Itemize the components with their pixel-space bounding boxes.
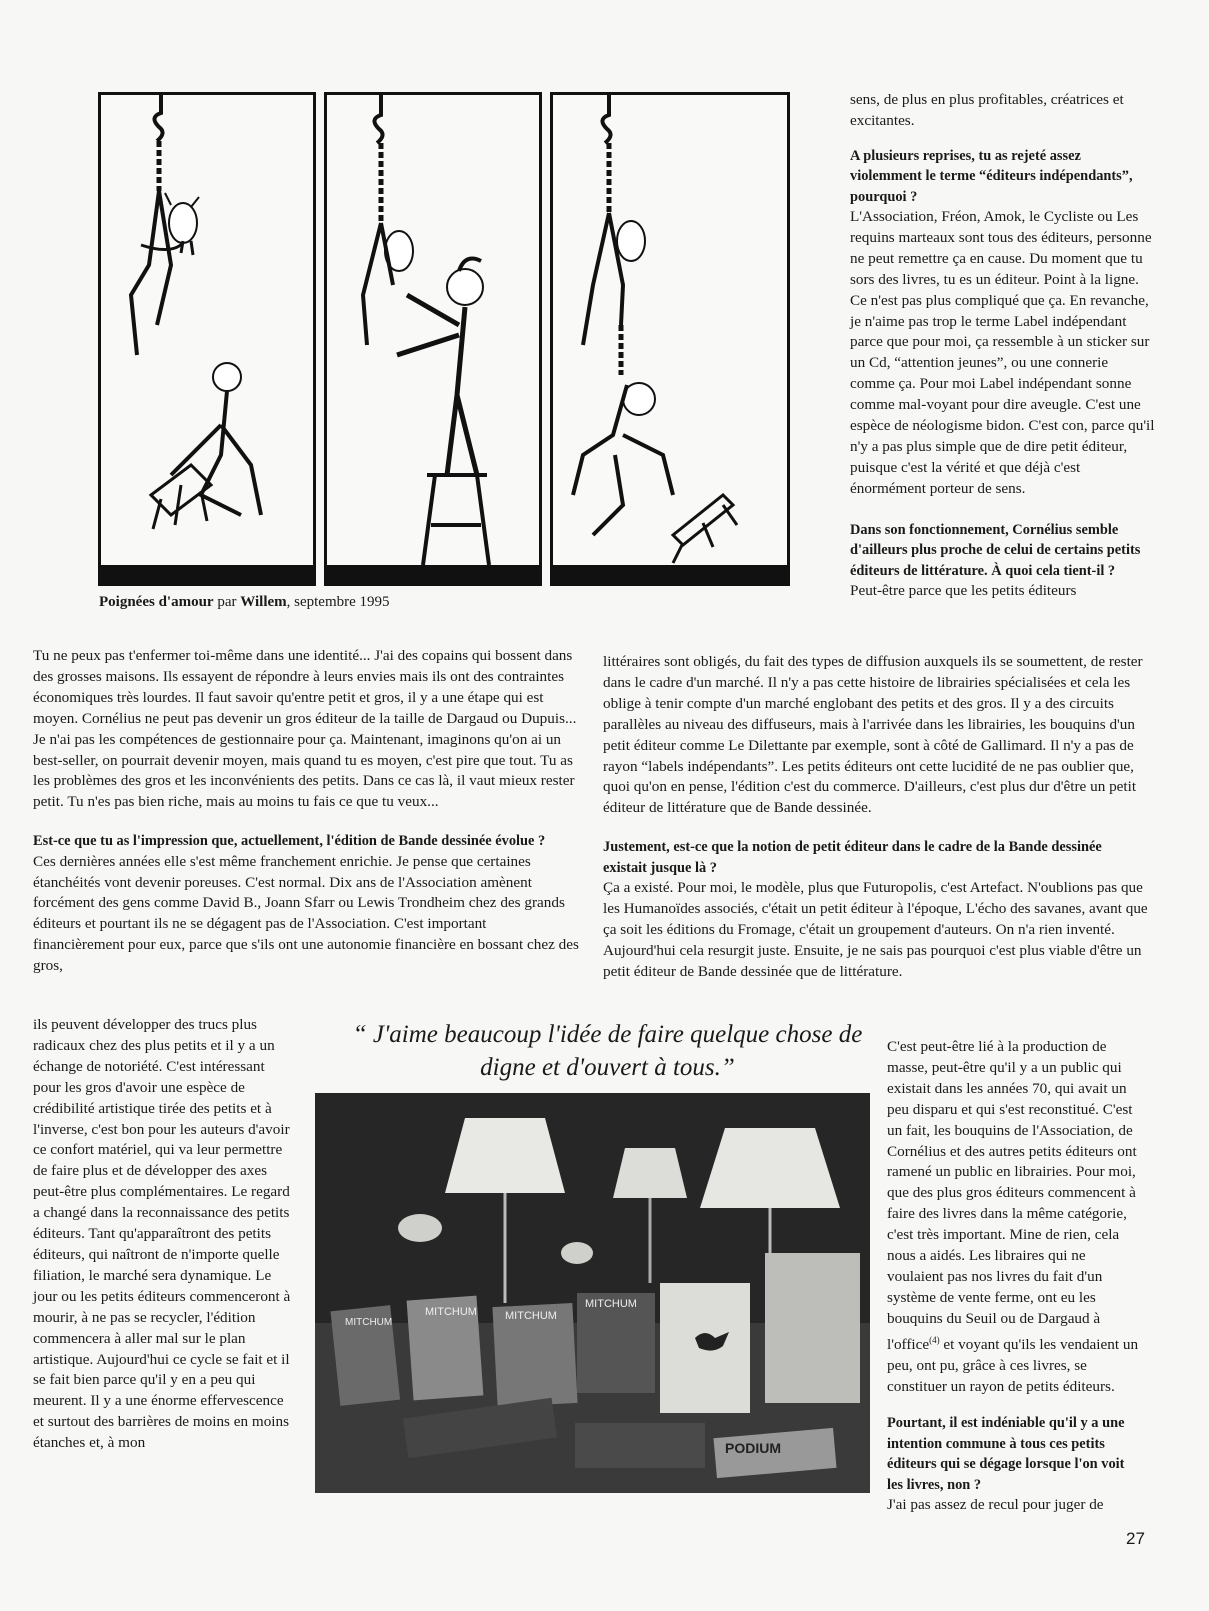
paragraph: sens, de plus en plus profitables, créatrices et excitantes. [850,91,1124,129]
question-heading: A plusieurs reprises, tu as rejeté assez violemment le terme “éditeurs indépendants”, pourquoi ? [850,147,1133,205]
question-heading: Pourtant, il est indéniable qu'il y a une intention commune à tous ces petits éditeurs qui se dégage lorsque l'on voit les livres, non ? [887,1415,1125,1493]
pull-quote: “ J'aime beaucoup l'idée de faire quelque chose de digne et d'ouvert à tous.” [352,1021,863,1081]
man-on-stool-illustration [327,95,539,583]
bookstore-photo [315,1093,870,1493]
caption-title: Poignées d'amour [99,594,214,610]
ground-strip [553,565,787,583]
right-narrow-column [887,1037,1143,1516]
answer-paragraph: Peut-être parce que les petits éditeurs [850,581,1077,599]
book-title: MITCHUM [505,1310,557,1322]
left-narrow-column [33,1015,295,1454]
caption-author: Willem [240,594,287,610]
comic-strip [98,92,790,586]
question-heading: Dans son fonctionnement, Cornélius semble d'ailleurs plus proche de celui de certains petits éditeurs de littérature. À quoi cela tient-il ? [850,521,1141,579]
question-heading: Justement, est-ce que la notion de petit éditeur dans le cadre de la Bande dessinée existait jusque là ? [603,839,1102,876]
question-heading: Est-ce que tu as l'impression que, actuellement, l'édition de Bande dessinée évolue ? [33,833,546,850]
book-title: PODIUM [725,1440,781,1456]
caption-by: par [213,594,241,610]
answer-paragraph: L'Association, Fréon, Amok, le Cycliste ou Les requins marteaux sont tous des éditeurs, personne ne peut remettre ça en cause. Du moment que tu sors des livres, tu es un éditeur. Point à la ligne. Ce n'est pas plus compliqué que ça. En revanche, je n'aime pas trop le terme Label indépendant parce que pour moi, ça ressemble à un sticker sur un Cd, “attention jeunes”, ou une connerie comme ça. Pour moi Label indépendant sonne comme mal-voyant pour dire aveugle. C'est une espèce de néologisme bidon. C'est con, parce qu'il n'y a pas plus simple que de dire petit éditeur, puisque c'est la vérité et que déjà c'est énormément porteur de sens. [850,208,1155,497]
answer-paragraph: J'ai pas assez de recul pour juger de [887,1496,1104,1514]
paragraph: Tu ne peux pas t'enfermer toi-même dans une identité... J'ai des copains qui bossent dans des grosses maisons. Ils essayent de répondre à leurs envies mais ils ont des contraintes économiques très lourdes. Il faut savoir qu'entre petit et gros, il y a une étape qui est moyen. Cornélius ne peut pas devenir un gros éditeur de la taille de Dargaud ou Dupuis... Je n'ai pas les compétences de gestionnaire pour ça. Maintenant, imaginons qu'on ai un best-seller, on pourrait devenir moyen, mais quand tu es moyen, c'est pire que tout. Tu as les problèmes des gros et les inconvénients des petits. Dans ce cas là, il vaut mieux rester petit. Tu n'es pas bien riche, mais au moins tu fais ce que tu veux... [33,647,577,811]
comic-caption [99,594,390,611]
ground-strip [327,565,539,583]
ground-strip [101,565,313,583]
right-top-column [850,90,1155,602]
book-title: MITCHUM [425,1306,477,1318]
answer-text: C'est peut-être lié à la production de masse, peut-être qu'il y a un public qui existait dans les années 70, qui avait un peu disparu et qui s'est reconstitué. C'est un fait, les bouquins de l'Association, de Cornélius et des autres petits éditeurs ont ramené un public en librairies. Pour moi, que des plus gros éditeurs commencent à faire des livres dans la même catégorie, c'est très important. Mine de rien, cela nous a aidés. Les libraires qui ne voulaient pas nos livres du fait d'un système de vente ferme, ont eu les bouquins du Seuil ou de Dargaud à l'office [887,1038,1137,1353]
left-wide-column [33,646,581,977]
comic-panel-1 [98,92,316,586]
book-title: MITCHUM [585,1298,637,1310]
paragraph: littéraires sont obligés, du fait des types de diffusion auxquels ils se soumettent, de rester dans le cadre d'un marché. Il n'y a pas cette histoire de librairies spécialisées et cela les oblige à tenir compte d'un marché englobant des petits et des gros. Il y a des circuits parallèles au niveau des diffuseurs, mais à l'arrivée dans les librairies, les bouquins d'un petit éditeur comme Le Dilettante par exemple, sont à côté de Gallimard. Il n'y a pas de rayon “labels indépendants”. Les petits éditeurs ont cette lucidité de ne pas oublier que, quoi qu'on en pense, l'édition c'est du commerce. D'ailleurs, c'est plus dur d'être un petit éditeur de littérature que de Bande dessinée. [603,653,1143,817]
page-number: 27 [1126,1529,1145,1548]
two-hanging-men-illustration [553,95,787,583]
right-wide-column [603,652,1148,983]
answer-text: et voyant qu'ils les vendaient un peu, ont pu, grâce à ces livres, se constituer un rayon de petits éditeurs. [887,1335,1139,1395]
caption-date: , septembre 1995 [286,594,390,610]
book-title: MITCHUM [345,1317,393,1328]
footnote-ref: (4) [929,1334,940,1345]
comic-panel-2 [324,92,542,586]
answer-paragraph: Ça a existé. Pour moi, le modèle, plus que Futuropolis, c'est Artefact. N'oublions pas que les Humanoïdes associés, c'était un petit éditeur à l'époque, L'écho des savanes, avant que ça soit les éditions du Fromage, c'était un groupement d'auteurs. On n'a rien inventé. Aujourd'hui cela resurgit juste. Ensuite, je ne sais pas pourquoi c'est plus viable d'être un petit éditeur de Bande dessinée que de littérature. [603,879,1148,980]
answer-paragraph: Ces dernières années elle s'est même franchement enrichie. Je pense que certaines étanchéités vont devenir poreuses. C'est normal. Dix ans de l'Association amènent forcément des gens comme David B., Joann Sfarr ou Lewis Trondheim chez des grands éditeurs et pourtant ils ne se dégagent pas de l'Association. C'est important financièrement pour eux, parce que s'ils ont une autonomie financière en bossant chez des gros, [33,852,579,975]
photo-illustration [315,1093,870,1493]
comic-panel-3 [550,92,790,586]
answer-paragraph [887,1037,1143,1397]
paragraph: ils peuvent développer des trucs plus radicaux chez des plus petits et il y a un échange de notoriété. C'est intéressant pour les gros d'avoir une espèce de crédibilité artistique tirée des petits et à l'inverse, c'est bon pour les auteurs d'avoir ce confort matériel, qui va leur permettre de faire plus et de développer des axes peut-être plus complémentaires. Le regard a changé dans la reconnaissance des petits éditeurs. Tant qu'apparaîtront des petits éditeurs, qui naîtront de n'importe quelle filiation, le marché sera dynamique. Le jour ou les petits éditeurs commenceront à mourir, à ne pas se recycler, l'édition commencera à aller mal sur le plan artistique. Aujourd'hui ce cycle se fait et il se fait bien parce qu'il y en a peu qui meurent. Il y a une énorme effervescence et surtout des barrières de moins en moins étanches et, à mon [33,1016,291,1452]
hanging-man-illustration [101,95,313,583]
